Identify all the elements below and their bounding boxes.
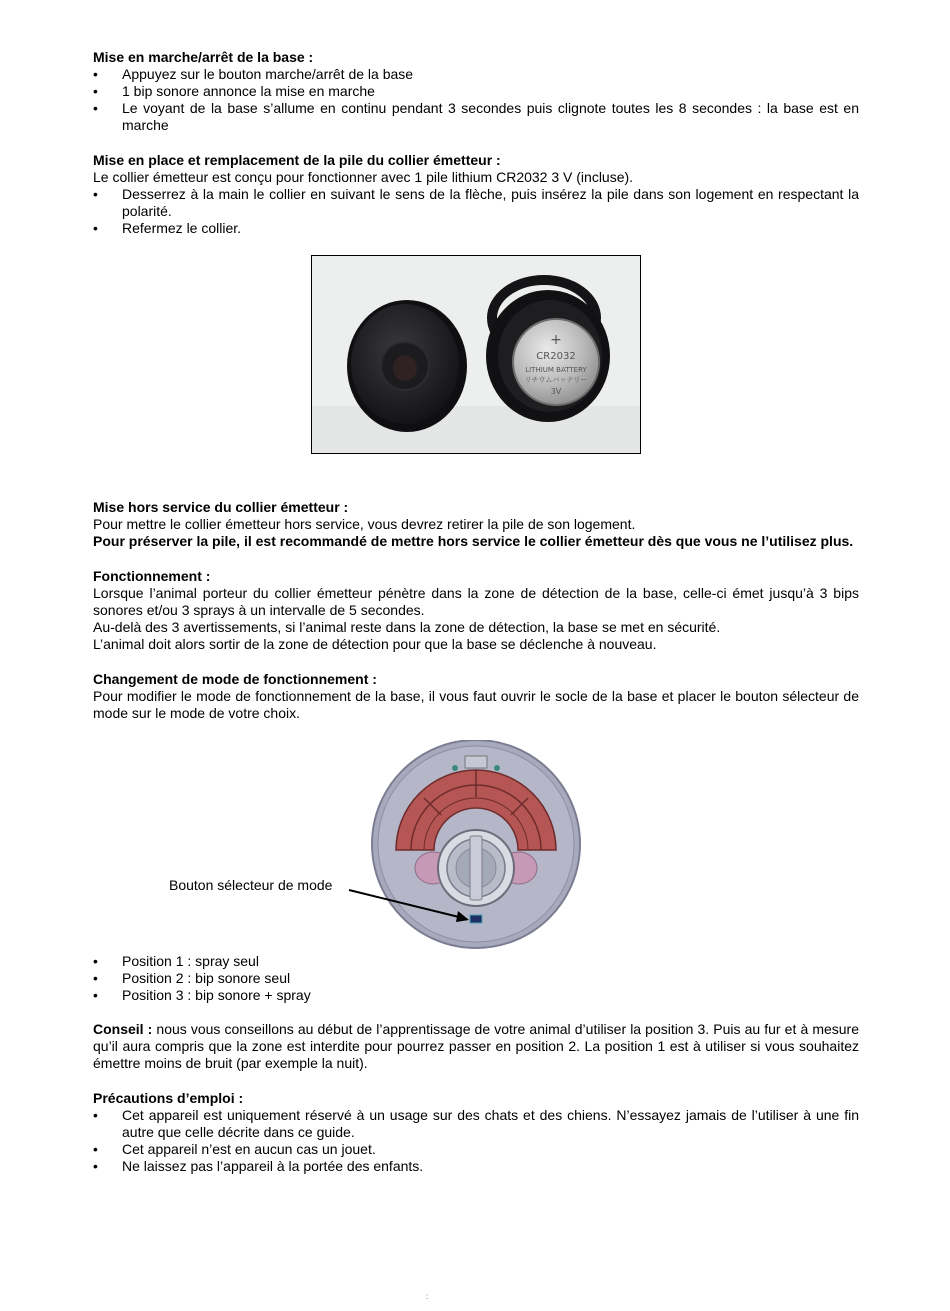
mode-text: Pour modifier le mode de fonctionnement de la base, il vous faut ouvrir le socle de la base et placer le bouton sélecteur de mode sur le mode de votre choix. [93, 688, 859, 721]
list-item [93, 83, 859, 100]
battery-voltage: 3V [550, 387, 562, 396]
bullet: • [93, 66, 98, 82]
bullet: • [93, 953, 98, 969]
list-item [93, 953, 859, 970]
operation-paragraph-3: L’animal doit alors sortir de la zone de détection pour que la base se déclenche à nouveau. [93, 636, 657, 652]
list-item [93, 100, 859, 134]
list-item [93, 66, 859, 83]
bullet: • [93, 83, 98, 99]
list-item [93, 970, 859, 987]
document-page [93, 48, 859, 1175]
list-item-text: Ne laissez pas l’appareil à la portée des enfants. [122, 1158, 424, 1174]
section-title-shutdown: Mise hors service du collier émetteur : [93, 499, 349, 515]
mode-positions-list [93, 953, 859, 1004]
battery-photo-wrap [93, 255, 859, 454]
list-item [93, 1141, 859, 1158]
bullet: • [93, 1107, 98, 1123]
base-diagram-illustration [93, 740, 859, 950]
battery-model: CR2032 [536, 351, 576, 362]
bullet: • [93, 220, 98, 236]
section-title-precautions: Précautions d’emploi : [93, 1090, 244, 1106]
advice-text: nous vous conseillons au début de l’apprentissage de votre animal d’utiliser la position 3. Puis au fur et à mesure qu’il aura compris que la zone est interdite pour pourrez passer en position 2. La position 1 est à utiliser si vous souhaitez émettre moins de bruit (par exemple la nuit). [93, 1021, 859, 1071]
list-item [93, 1158, 859, 1175]
list-item [93, 987, 859, 1004]
footer-mark: : [426, 1292, 429, 1301]
operation-paragraph-2: Au-delà des 3 avertissements, si l’animal reste dans la zone de détection, la base se met en sécurité. [93, 619, 721, 635]
section-title-power: Mise en marche/arrêt de la base : [93, 49, 314, 65]
list-item-text: Position 3 : bip sonore + spray [122, 987, 311, 1003]
section-title-mode: Changement de mode de fonctionnement : [93, 671, 377, 687]
battery-photo-illustration [312, 256, 640, 453]
precautions-list [93, 1107, 859, 1175]
bullet: • [93, 100, 98, 116]
advice-label: Conseil : [93, 1021, 153, 1037]
bullet: • [93, 987, 98, 1003]
list-item [93, 186, 859, 220]
battery-intro: Le collier émetteur est conçu pour fonctionner avec 1 pile lithium CR2032 3 V (incluse). [93, 169, 634, 185]
battery-photo [311, 255, 641, 454]
mode-selector-caption: Bouton sélecteur de mode [169, 877, 333, 893]
battery-label-line2: リチウムバッテリー [524, 376, 588, 384]
section-title-battery: Mise en place et remplacement de la pile du collier émetteur : [93, 152, 501, 168]
shutdown-text: Pour mettre le collier émetteur hors service, vous devrez retirer la pile de son logement. [93, 516, 636, 532]
battery-plus: + [550, 332, 562, 348]
bullet: • [93, 186, 98, 202]
list-item-text: Le voyant de la base s’allume en continu pendant 3 secondes puis clignote toutes les 8 secondes : la base est en marche [122, 100, 859, 133]
bullet: • [93, 970, 98, 986]
list-item-text: Position 2 : bip sonore seul [122, 970, 291, 986]
operation-paragraph-1: Lorsque l’animal porteur du collier émetteur pénètre dans la zone de détection de la base, celle-ci émet jusqu’à 3 bips sonores et/ou 3 sprays à un intervalle de 5 secondes. [93, 585, 859, 618]
list-item-text: Cet appareil n’est en aucun cas un jouet. [122, 1141, 376, 1157]
battery-label-line1: LITHIUM BATTERY [525, 366, 587, 374]
list-item-text: Desserrez à la main le collier en suivant le sens de la flèche, puis insérez la pile dans son logement en respectant la polarité. [122, 186, 859, 219]
bullet: • [93, 1141, 98, 1157]
list-item-text: Position 1 : spray seul [122, 953, 259, 969]
list-item-text: Refermez le collier. [122, 220, 242, 236]
bullet: • [93, 1158, 98, 1174]
mode-selector-diagram [93, 740, 859, 950]
shutdown-warning: Pour préserver la pile, il est recommandé de mettre hors service le collier émetteur dès que vous ne l’utilisez plus. [93, 533, 854, 549]
list-item [93, 220, 859, 237]
list-item-text: 1 bip sonore annonce la mise en marche [122, 83, 375, 99]
advice-paragraph [93, 1021, 859, 1072]
list-item [93, 1107, 859, 1141]
battery-steps-list [93, 186, 859, 237]
list-item-text: Cet appareil est uniquement réservé à un usage sur des chats et des chiens. N’essayez jamais de l’utiliser à une fin autre que celle décrite dans ce guide. [122, 1107, 859, 1140]
list-item-text: Appuyez sur le bouton marche/arrêt de la base [122, 66, 414, 82]
power-steps-list [93, 66, 859, 134]
section-title-operation: Fonctionnement : [93, 568, 211, 584]
